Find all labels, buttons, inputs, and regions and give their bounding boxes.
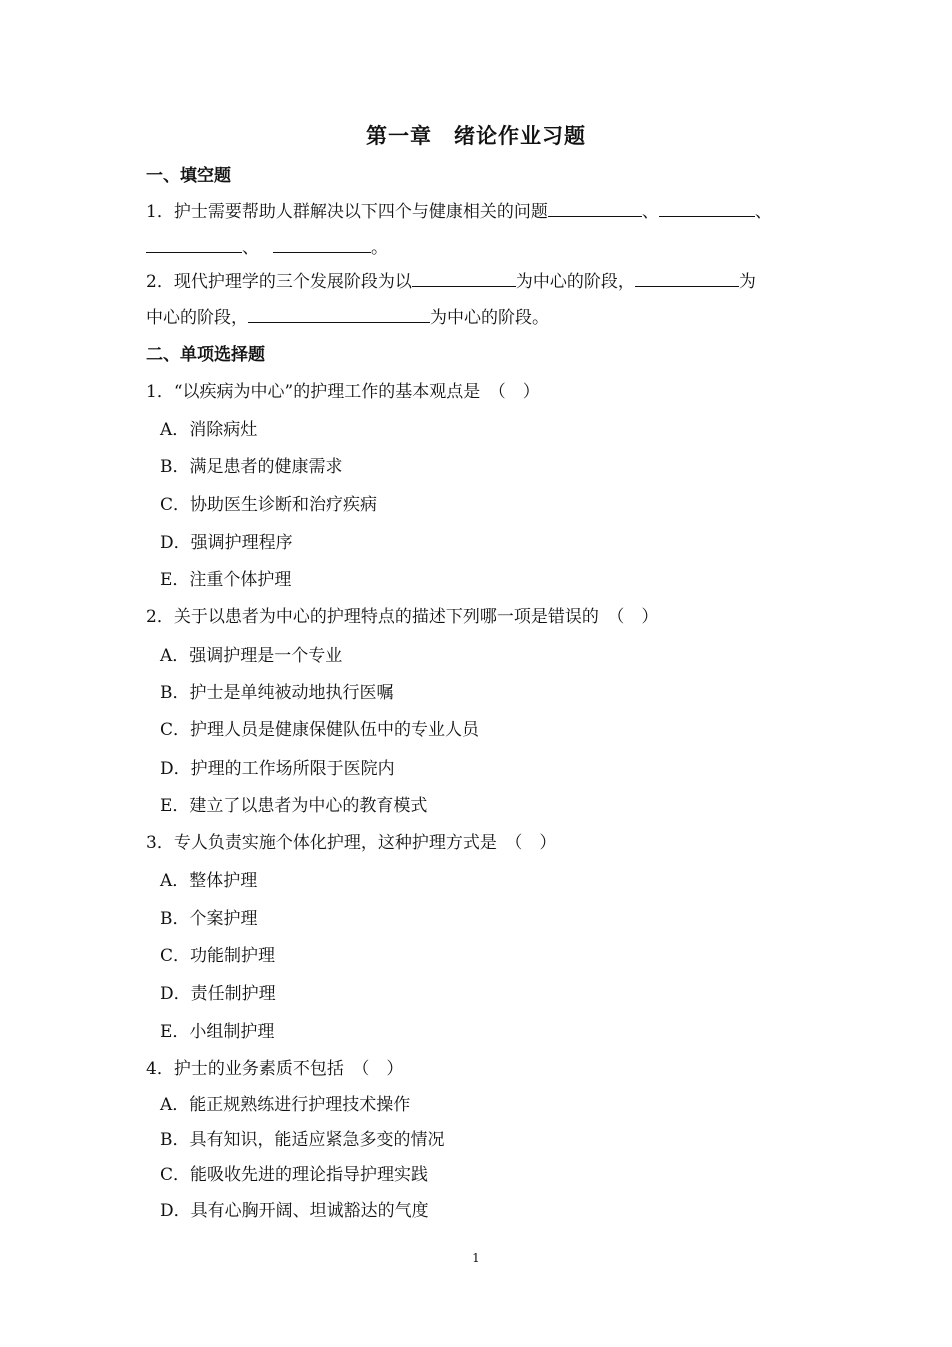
- option-1e: E．注重个体护理: [160, 570, 292, 590]
- option-1a: A．消除病灶: [160, 420, 258, 440]
- terminator: 。: [371, 238, 388, 258]
- answer-blank: [659, 198, 755, 217]
- option-2d: D．护理的工作场所限于医院内: [160, 759, 395, 779]
- separator: 、: [242, 238, 259, 258]
- option-4c: C．能吸收先进的理论指导护理实践: [160, 1165, 429, 1185]
- fill-question-1: [146, 197, 772, 222]
- question-text: 1．护士需要帮助人群解决以下四个与健康相关的问题: [146, 202, 548, 222]
- answer-blank: [248, 304, 430, 323]
- option-3b: B．个案护理: [160, 909, 258, 929]
- question-text: 为: [738, 272, 756, 292]
- option-1b: B．满足患者的健康需求: [160, 457, 343, 477]
- option-2c: C．护理人员是健康保健队伍中的专业人员: [160, 720, 480, 740]
- answer-blank: [273, 234, 371, 253]
- page-number: 1: [472, 1251, 480, 1265]
- answer-blank: [548, 198, 642, 217]
- option-3e: E．小组制护理: [160, 1022, 275, 1042]
- choice-question-2: 2．关于以患者为中心的护理特点的描述下列哪一项是错误的 （ ）: [146, 607, 659, 627]
- answer-blank: [412, 268, 516, 287]
- question-text: 2．现代护理学的三个发展阶段为以: [146, 272, 412, 292]
- choice-question-3: 3．专人负责实施个体化护理，这种护理方式是 （ ）: [146, 833, 557, 853]
- question-text: 为中心的阶段，: [515, 272, 635, 292]
- option-3d: D．责任制护理: [160, 984, 276, 1004]
- page-title: 第一章 绪论作业习题: [366, 124, 586, 148]
- fill-question-2-continued: [146, 303, 549, 328]
- section-heading-single-choice: 二、单项选择题: [146, 345, 265, 365]
- option-3a: A．整体护理: [160, 871, 258, 891]
- option-2e: E．建立了以患者为中心的教育模式: [160, 796, 428, 816]
- separator: 、: [641, 202, 659, 222]
- answer-blank: [146, 234, 242, 253]
- option-3c: C．功能制护理: [160, 946, 276, 966]
- option-2a: A．强调护理是一个专业: [160, 646, 343, 666]
- question-text: 为中心的阶段。: [430, 308, 549, 328]
- question-text: 中心的阶段，: [146, 308, 248, 328]
- choice-question-4: 4．护士的业务素质不包括 （ ）: [146, 1059, 404, 1079]
- option-1c: C．协助医生诊断和治疗疾病: [160, 495, 378, 515]
- separator: 、: [754, 202, 772, 222]
- fill-question-1-continued: [146, 233, 388, 258]
- section-heading-fill: 一、填空题: [146, 166, 231, 186]
- option-4a: A．能正规熟练进行护理技术操作: [160, 1095, 411, 1115]
- fill-question-2: [146, 267, 756, 292]
- answer-blank: [635, 268, 739, 287]
- option-2b: B．护士是单纯被动地执行医嘱: [160, 683, 394, 703]
- choice-question-1: 1．“以疾病为中心”的护理工作的基本观点是 （ ）: [146, 382, 540, 402]
- option-1d: D．强调护理程序: [160, 533, 293, 553]
- option-4d: D．具有心胸开阔、坦诚豁达的气度: [160, 1201, 429, 1221]
- option-4b: B．具有知识，能适应紧急多变的情况: [160, 1130, 445, 1150]
